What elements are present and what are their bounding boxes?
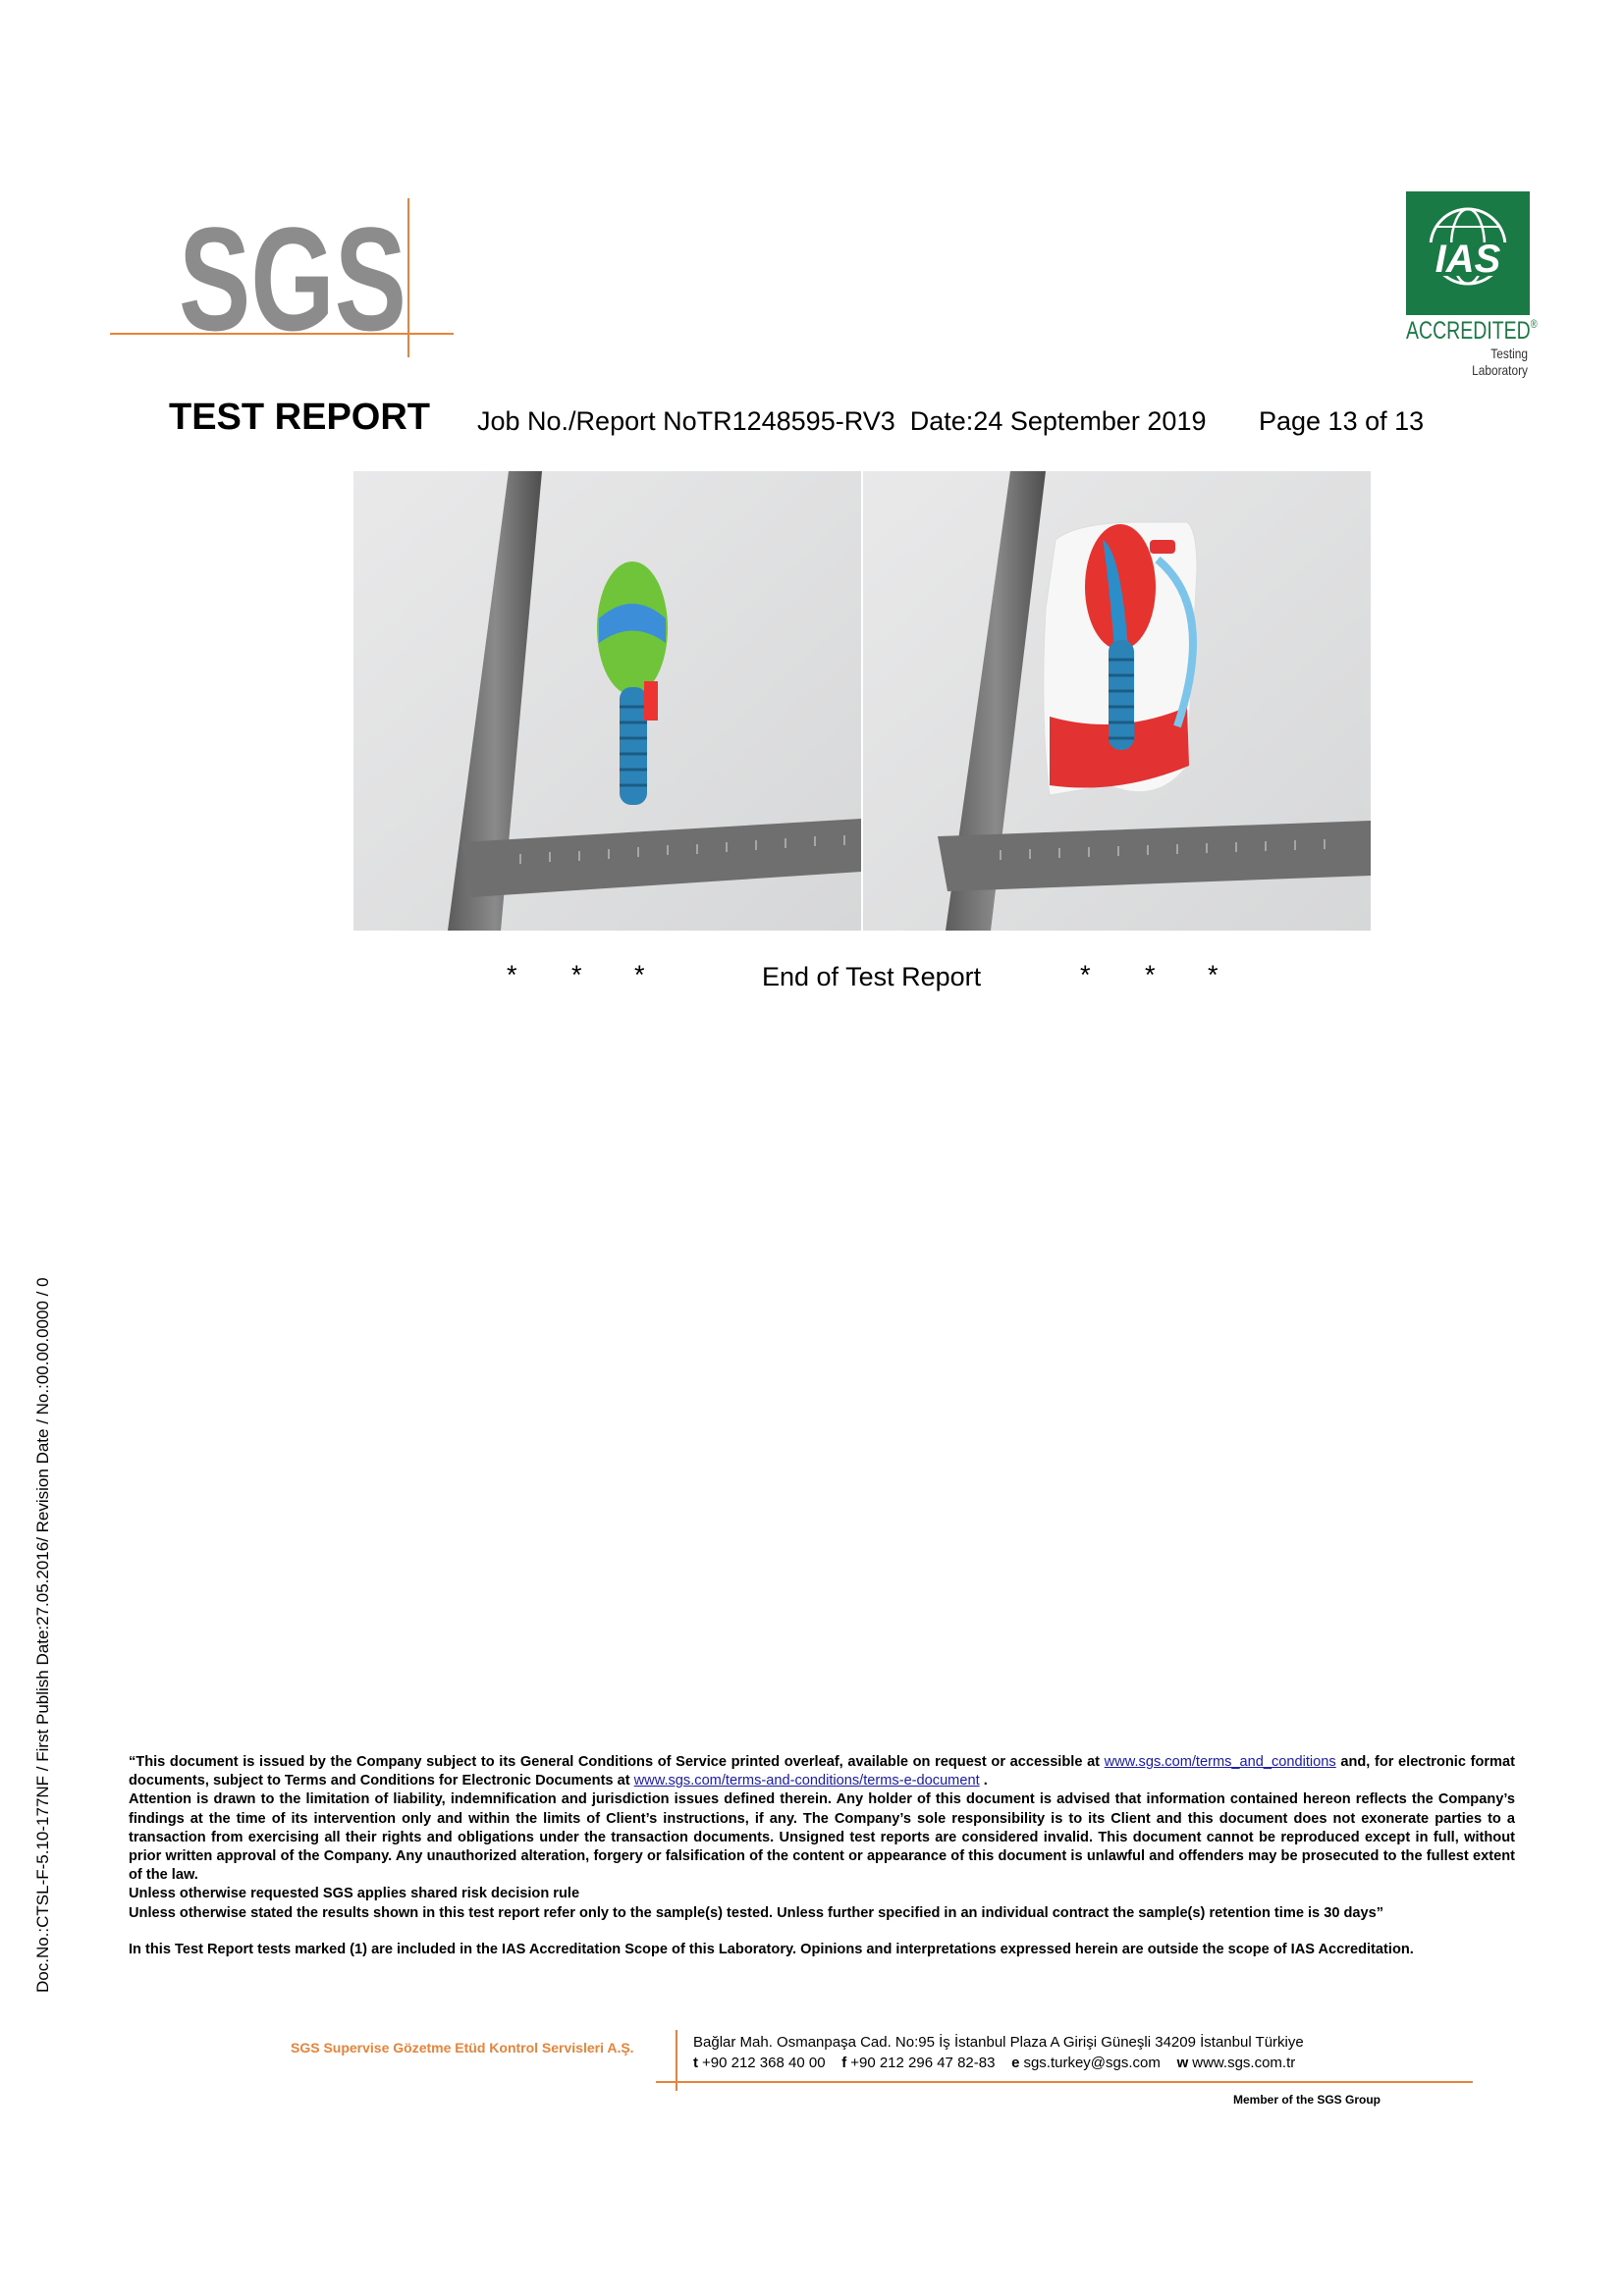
report-meta bbox=[477, 406, 1206, 437]
ias-accreditation-badge bbox=[1406, 191, 1538, 379]
star-mark: * bbox=[571, 960, 582, 989]
star-mark: * bbox=[1080, 960, 1091, 989]
ias-testing-laboratory bbox=[1447, 346, 1528, 379]
phone-label: t bbox=[693, 2055, 698, 2071]
fax-label: f bbox=[841, 2055, 847, 2071]
footer-divider-horizontal bbox=[656, 2081, 1473, 2083]
disclaimer-terms-text: “This document is issued by the Company subject to its General Conditions of Service printed overleaf, available on request or accessible at bbox=[129, 1754, 1105, 1770]
end-of-report bbox=[491, 960, 1237, 995]
sample-photos bbox=[353, 471, 1371, 931]
footer-member-text: Member of the SGS Group bbox=[1233, 2093, 1381, 2107]
ias-mark-text: IAS bbox=[1435, 238, 1501, 281]
terms-and-conditions-link[interactable]: www.sgs.com/terms_and_conditions bbox=[1104, 1754, 1336, 1770]
ias-testing-label: Testing bbox=[1490, 346, 1528, 361]
sgs-logo-text: SGS bbox=[179, 196, 406, 359]
report-date: Date:24 September 2019 bbox=[909, 406, 1207, 436]
ias-accredited-label: ACCREDITED® bbox=[1406, 317, 1538, 345]
star-mark: * bbox=[634, 960, 645, 989]
star-mark: * bbox=[1145, 960, 1156, 989]
job-label: Job No./Report No bbox=[477, 406, 697, 436]
web-label: w bbox=[1176, 2055, 1189, 2071]
footer-web: www.sgs.com.tr bbox=[1192, 2055, 1296, 2071]
sample-photo-red-maraca-packaged bbox=[863, 471, 1371, 931]
disclaimer-liability: Attention is drawn to the limitation of liability, indemnification and jurisdiction issues defined therein. Any holder of this document is advised that information contained hereon reflects the Company’s findings at the time of its intervention only and within the limits of Client’s instructions, if any. The Company’s sole responsibility is to its Client and this document does not exonerate parties to a transaction from exercising all their rights and obligations under the transaction documents. Unsigned test reports are considered invalid. This document cannot be reproduced except in full, without prior written approval of the Company. Any unauthorized alteration, forgery or falsification of the content or appearance of this document is unlawful and offenders may be prosecuted to the fullest extent of the law. bbox=[129, 1791, 1515, 1884]
disclaimer-risk-rule: Unless otherwise requested SGS applies shared risk decision rule bbox=[129, 1886, 580, 1902]
disclaimer-ias-scope: In this Test Report tests marked (1) are included in the IAS Accreditation Scope of this Laboratory. Opinions and interpretations expressed herein are outside the scope of IAS Accreditation. bbox=[129, 1941, 1414, 1957]
job-number: TR1248595-RV3 bbox=[696, 406, 895, 436]
disclaimer-terms-text-2: and, for electronic format documents, subject to Terms and Conditions for Electronic Documents at bbox=[129, 1754, 1515, 1789]
star-mark: * bbox=[1208, 960, 1218, 989]
vertical-doc-number: Doc.No.:CTSL-F-5.10-177NF / First Publish Date:27.05.2016/ Revision Date / No.:00.00.0000 / 0 bbox=[33, 1277, 52, 1993]
terms-e-document-link[interactable]: www.sgs.com/terms-and-conditions/terms-e-document bbox=[633, 1773, 980, 1789]
footer-email: sgs.turkey@sgs.com bbox=[1023, 2055, 1161, 2071]
disclaimer-terms-text-3: . bbox=[979, 1773, 988, 1789]
end-of-report-text: End of Test Report bbox=[762, 962, 982, 991]
report-title: TEST REPORT bbox=[169, 397, 431, 438]
ias-laboratory-label: Laboratory bbox=[1472, 362, 1528, 378]
footer-fax: +90 212 296 47 82-83 bbox=[850, 2055, 996, 2071]
email-label: e bbox=[1011, 2055, 1020, 2071]
footer-address: Bağlar Mah. Osmanpaşa Cad. No:95 İş İstanbul Plaza A Girişi Güneşli 34209 İstanbul Türkiye bbox=[693, 2034, 1304, 2051]
footer-phone: +90 212 368 40 00 bbox=[702, 2055, 826, 2071]
footer-contact bbox=[693, 2055, 1295, 2071]
ias-globe-icon bbox=[1406, 191, 1530, 315]
disclaimer-retention: Unless otherwise stated the results shown in this test report refer only to the sample(s) tested. Unless further specified in an individual contract the sample(s) retention time is 30 days” bbox=[129, 1904, 1384, 1921]
page-number: Page 13 of 13 bbox=[1259, 406, 1425, 436]
disclaimer-terms bbox=[129, 1753, 1515, 1790]
footer-company-name: SGS Supervise Gözetme Etüd Kontrol Servisleri A.Ş. bbox=[291, 2040, 634, 2056]
star-mark: * bbox=[507, 960, 517, 989]
sample-photo-green-maraca bbox=[353, 471, 861, 931]
sgs-logo bbox=[110, 192, 463, 359]
disclaimer bbox=[129, 1753, 1515, 1959]
